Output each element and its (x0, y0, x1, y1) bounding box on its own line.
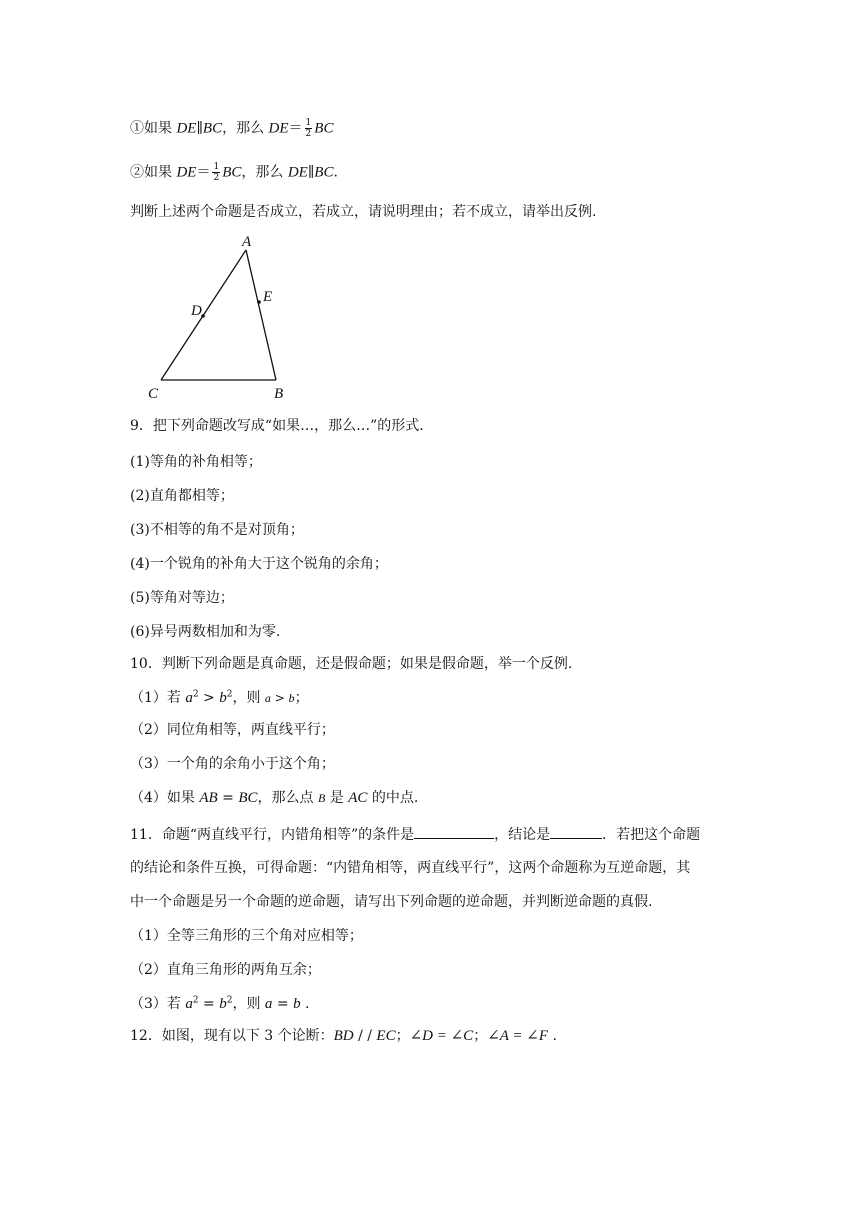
q12-title (130, 1026, 557, 1046)
equals: = (198, 996, 220, 1012)
numerator: 1 (213, 162, 220, 172)
point-e (257, 300, 261, 304)
var-bc: BC (238, 790, 258, 806)
q10-item-1 (130, 688, 309, 708)
angle-d-equals-c: ∠D = ∠C (409, 1028, 474, 1044)
text: 的中点. (367, 790, 419, 806)
label-a: A (242, 234, 252, 250)
q9-item-2: (2)直角都相等； (130, 488, 234, 504)
triangle-figure (140, 228, 300, 406)
answer-blank-condition[interactable] (414, 824, 494, 839)
q10-item-4 (130, 788, 418, 808)
var-de: DE (176, 120, 197, 137)
var-ec: EC (376, 1028, 396, 1044)
greater-than: > (198, 690, 220, 706)
var-b: b (219, 690, 227, 706)
parallel-symbol: / / (353, 1028, 377, 1044)
q11-item-2: （2）直角三角形的两角互余； (130, 962, 321, 978)
text: ，则 (232, 690, 265, 706)
text: ，那么点 (257, 790, 318, 806)
text: ，结论是 (494, 827, 551, 843)
text: ，那么 (222, 120, 269, 137)
q8-instruction: 判断上述两个命题是否成立，若成立，请说明理由；若不成立，请举出反例. (130, 204, 597, 220)
circled-number-2: ② (130, 164, 144, 181)
exponent: 2 (226, 689, 233, 700)
var-bd: BD (333, 1028, 354, 1044)
label-b: B (274, 386, 284, 402)
text: ．若把这个命题 (602, 827, 701, 843)
q11-line-3: 中一个命题是另一个命题的逆命题，请写出下列命题的逆命题，并判断逆命题的真假. (130, 894, 653, 910)
text: （3）若 (130, 996, 186, 1012)
text: 如果 (144, 120, 177, 137)
q10-item-3: （3）一个角的余角小于这个角； (130, 756, 335, 772)
text: . (300, 996, 310, 1012)
q9-item-3: (3)不相等的角不是对顶角； (130, 522, 304, 538)
var-de: DE (176, 164, 197, 181)
denominator: 2 (213, 173, 220, 183)
var-a: a (264, 691, 271, 705)
fraction-half (305, 118, 313, 139)
var-b: b (293, 996, 301, 1012)
var-b: B (317, 791, 326, 805)
numerator: 1 (305, 118, 312, 128)
text: 11．命题“两直线平行，内错角相等”的条件是 (130, 827, 415, 843)
period: . (333, 164, 338, 181)
fraction-half (212, 162, 220, 183)
var-bc: BC (314, 120, 334, 137)
text: （1）若 (130, 690, 186, 706)
equals: ＝ (288, 120, 303, 137)
var-b: b (219, 996, 227, 1012)
q11-line-1 (130, 824, 700, 845)
text: ； (395, 1028, 410, 1044)
text: . (548, 1028, 557, 1044)
var-a: a (185, 996, 193, 1012)
circled-number-1: ① (130, 120, 144, 137)
var-b: b (288, 691, 295, 705)
var-de: DE (287, 164, 308, 181)
text: 是 (325, 790, 349, 806)
parallel-symbol: ∥ (196, 120, 203, 137)
angle-a-equals-f: ∠A = ∠F (487, 1028, 549, 1044)
text: ，则 (232, 996, 265, 1012)
equals: = (217, 790, 239, 806)
var-ac: AC (348, 790, 368, 806)
q9-item-4: (4)一个锐角的补角大于这个锐角的余角； (130, 556, 388, 572)
text: ，那么 (241, 164, 288, 181)
exponent: 2 (192, 995, 199, 1006)
statement-1 (130, 118, 333, 139)
equals: ＝ (196, 164, 211, 181)
q9-title: 9．把下列命题改写成“如果…，那么…”的形式. (130, 418, 424, 434)
var-bc: BC (222, 164, 242, 181)
q9-item-5: (5)等角对等边； (130, 590, 234, 606)
q9-item-6: (6)异号两数相加和为零. (130, 624, 281, 640)
answer-blank-conclusion[interactable] (550, 824, 602, 839)
var-a: a (264, 996, 273, 1012)
var-a: a (185, 690, 193, 706)
text: ； (294, 690, 309, 706)
q11-line-2: 的结论和条件互换，可得命题：“内错角相等，两直线平行”，这两个命题称为互逆命题，其 (130, 860, 691, 876)
label-d: D (191, 303, 202, 319)
text: 如果 (144, 164, 177, 181)
q11-item-3 (130, 994, 309, 1014)
q10-title: 10．判断下列命题是真命题，还是假命题；如果是假命题，举一个反例. (130, 656, 573, 672)
q9-item-1: (1)等角的补角相等； (130, 454, 262, 470)
text: ； (473, 1028, 488, 1044)
text: 12．如图，现有以下 3 个论断： (130, 1028, 334, 1044)
exponent: 2 (192, 689, 199, 700)
parallel-symbol: ∥ (307, 164, 315, 181)
text: （4）如果 (130, 790, 200, 806)
statement-2 (130, 162, 338, 183)
q11-item-1: （1）全等三角形的三个角对应相等； (130, 928, 363, 944)
var-de: DE (268, 120, 289, 137)
q10-item-2: （2）同位角相等，两直线平行； (130, 722, 335, 738)
exponent: 2 (226, 995, 233, 1006)
var-bc: BC (202, 120, 223, 137)
greater-than: > (270, 691, 289, 705)
var-ab: AB (199, 790, 218, 806)
label-e: E (263, 289, 273, 305)
var-bc: BC (314, 164, 334, 181)
side-ab (246, 250, 276, 380)
label-c: C (148, 386, 159, 402)
equals: = (272, 996, 294, 1012)
denominator: 2 (305, 129, 312, 139)
